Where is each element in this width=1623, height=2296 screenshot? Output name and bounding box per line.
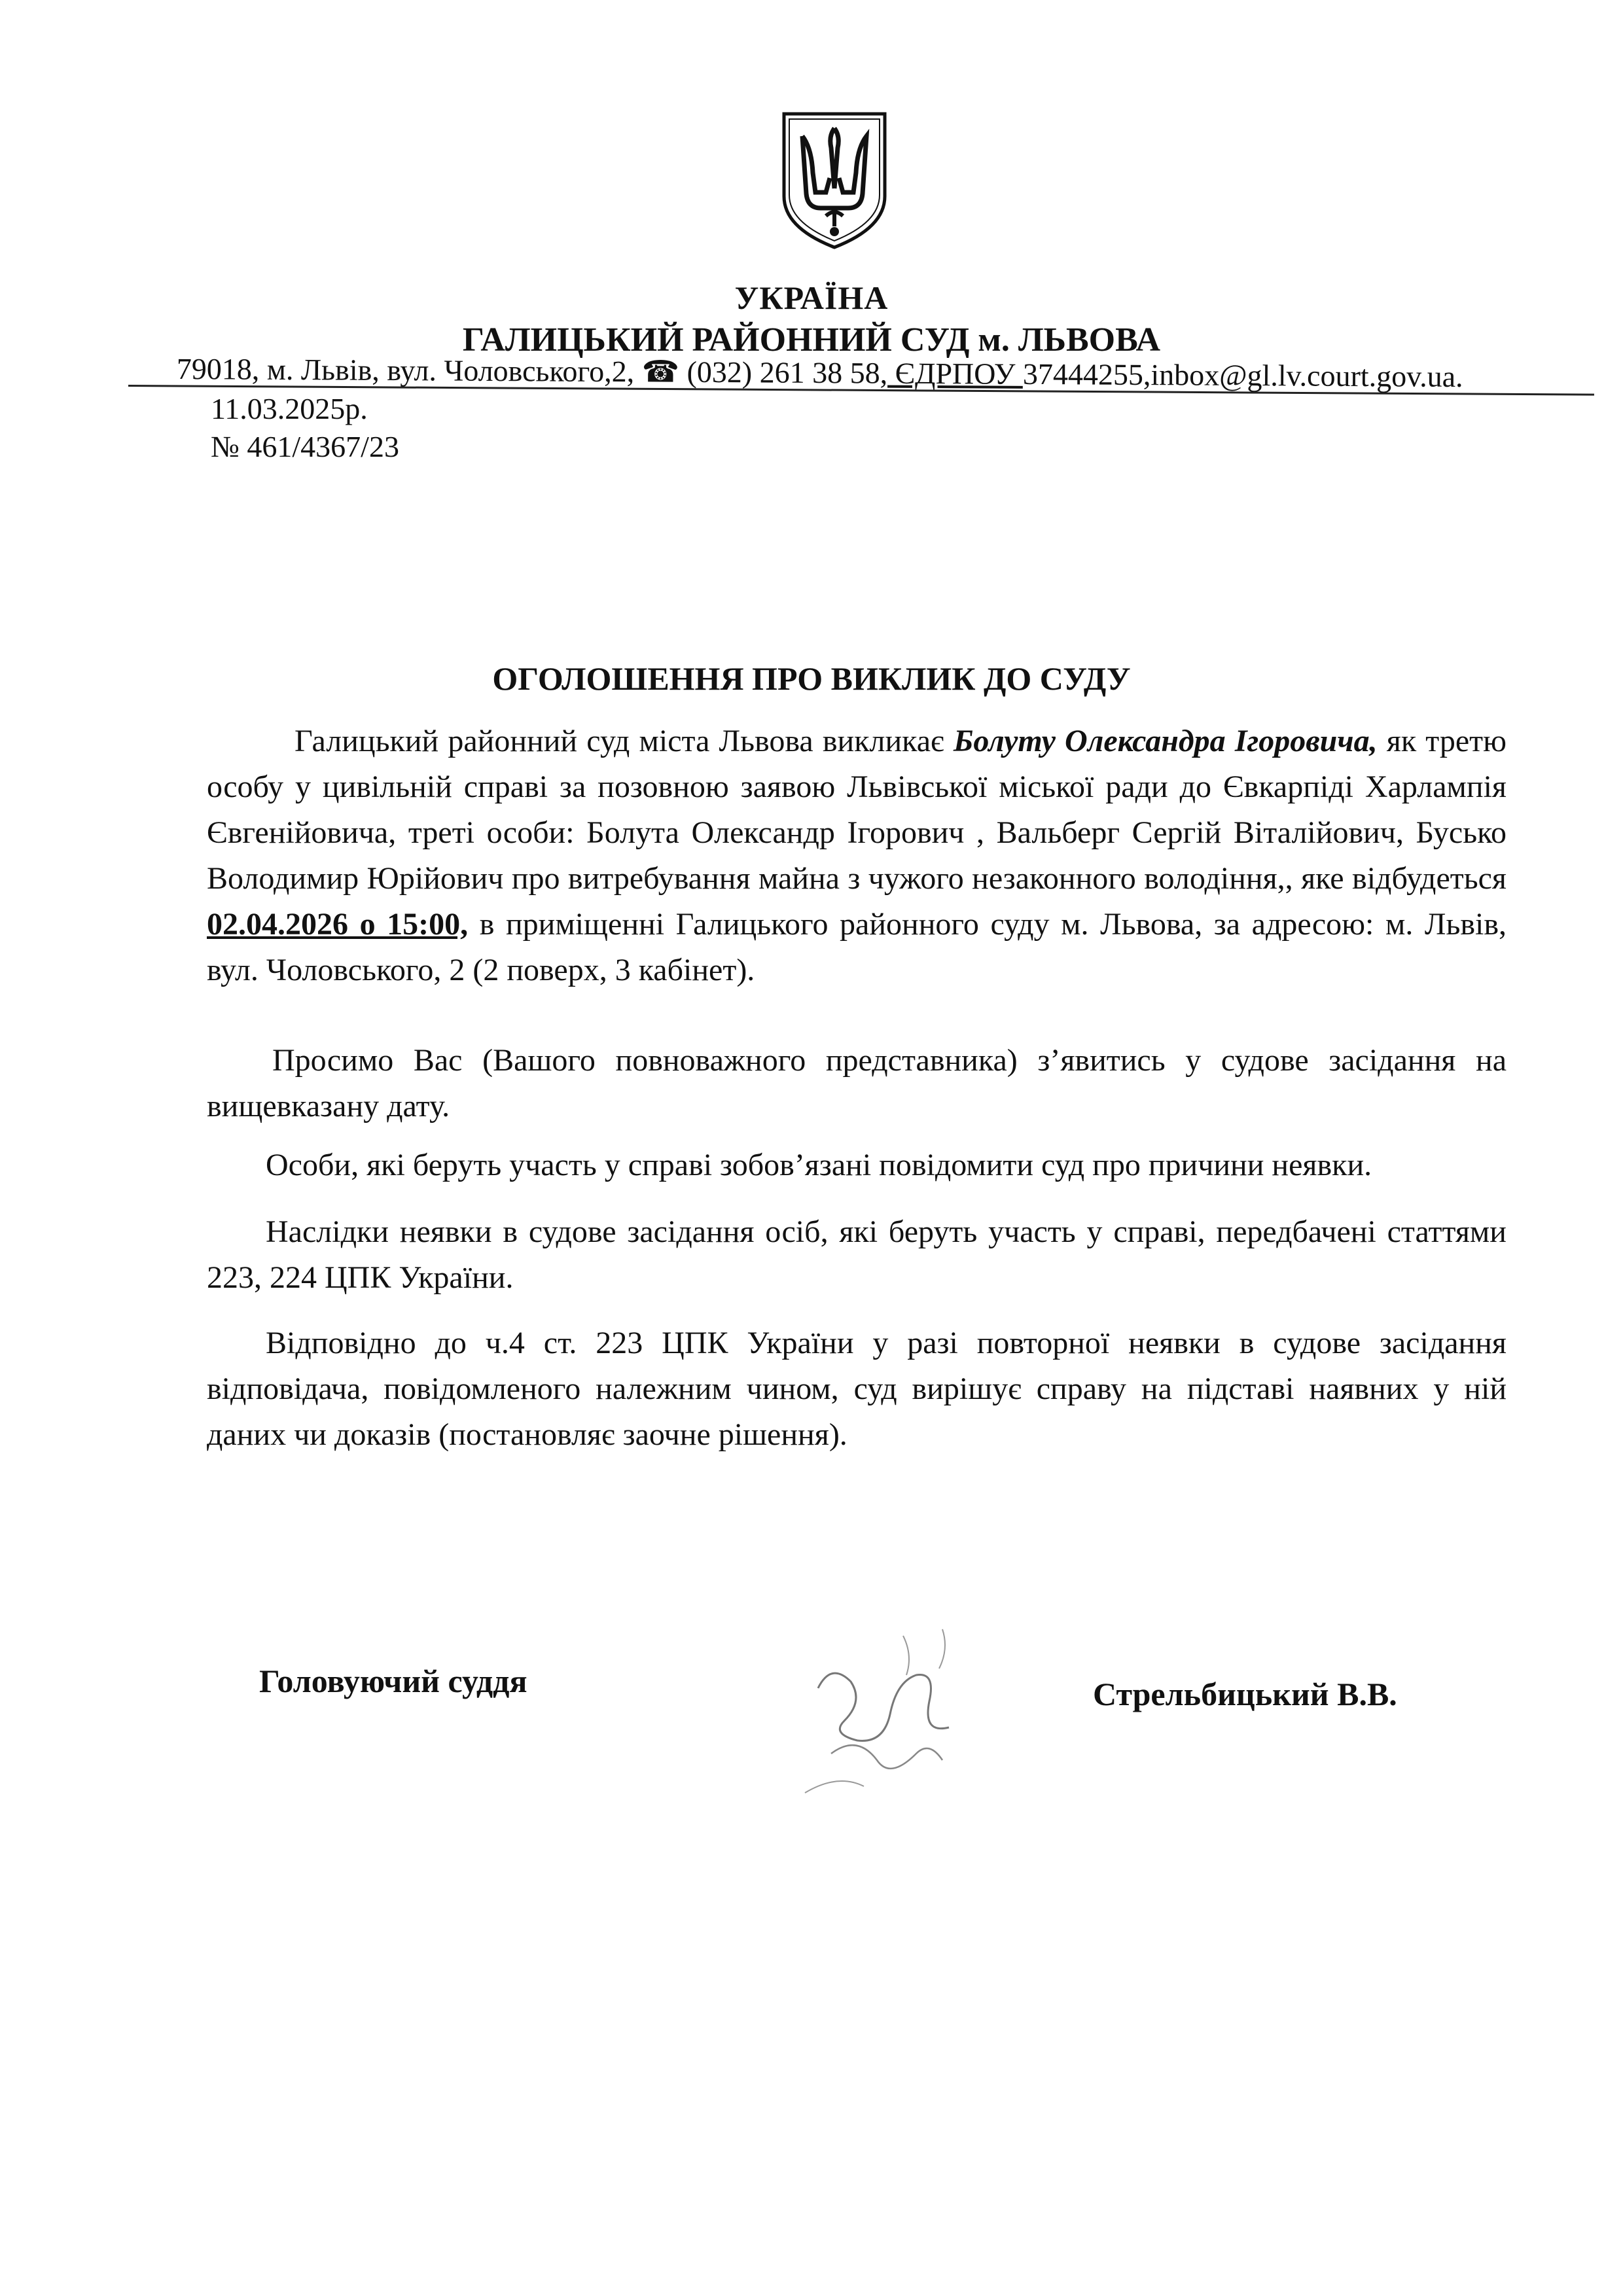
presiding-judge-label: Головуючий суддя — [259, 1663, 527, 1699]
hearing-datetime: 02.04.2026 о 15:00, — [207, 907, 469, 942]
address-text: 79018, м. Львів, вул. Чоловського,2, — [176, 351, 642, 389]
appearance-request-paragraph: Просимо Вас (Вашого повноважного представника) з’явитись у судове засідання на вищевказану дату. — [207, 1043, 1507, 1123]
edrpou-label: ЄДРПОУ — [887, 356, 1024, 391]
summons-lead: Галицький районний суд міста Львова викликає — [294, 724, 954, 758]
notification-obligation-paragraph: Особи, які беруть участь у справі зобов’язані повідомити суд про причини неявки. — [266, 1148, 1372, 1182]
judge-name: Стрельбицький В.В. — [1093, 1676, 1397, 1712]
country-heading: УКРАЇНА — [734, 279, 889, 316]
case-number: № 461/4367/23 — [211, 430, 399, 463]
phone-icon: ☎ — [641, 355, 680, 389]
consequences-paragraph: Наслідки неявки в судове засідання осіб, які беруть участь у справі, передбачені статтями 223, 224 ЦПК України. — [207, 1214, 1507, 1295]
edrpou-email: 37444255,inbox@gl.lv.court.gov.ua. — [1022, 357, 1463, 394]
summons-paragraph — [207, 718, 1507, 993]
coat-of-arms-trident-icon — [780, 110, 889, 251]
case-description: як третю особу у цивільній справі за позовною заявою Львівської міської ради до Євкарпіді Харлампія Євгенійовича, треті особи: Болута Олександр Ігорович , Вальберг Сергій Віталійович, Бусько Володимир Юрійович про витребування майна з чужого незаконного володіння,, яке відбудеться — [207, 724, 1507, 896]
document-title: ОГОЛОШЕННЯ ПРО ВИКЛИК ДО СУДУ — [492, 660, 1131, 697]
handwritten-signature — [792, 1610, 988, 1819]
court-name-heading: ГАЛИЦЬКИЙ РАЙОННИЙ СУД м. ЛЬВОВА — [462, 321, 1161, 359]
phone-number: (032) 261 38 58, — [687, 355, 888, 390]
default-judgment-paragraph: Відповідно до ч.4 ст. 223 ЦПК України у разі повторної неявки в судове засідання відповідача, повідомленого належним чином, суд вирішує справу на підставі наявних у ній даних чи доказів (постановляє заочне рішення). — [207, 1326, 1507, 1452]
hearing-location: в приміщенні Галицького районного суду м. Львова, за адресою: м. Львів, вул. Чоловського, 2 (2 поверх, 3 кабінет). — [207, 907, 1507, 987]
summoned-person-name: Болуту Олександра Ігоровича, — [953, 724, 1378, 758]
document-date: 11.03.2025р. — [211, 392, 368, 425]
